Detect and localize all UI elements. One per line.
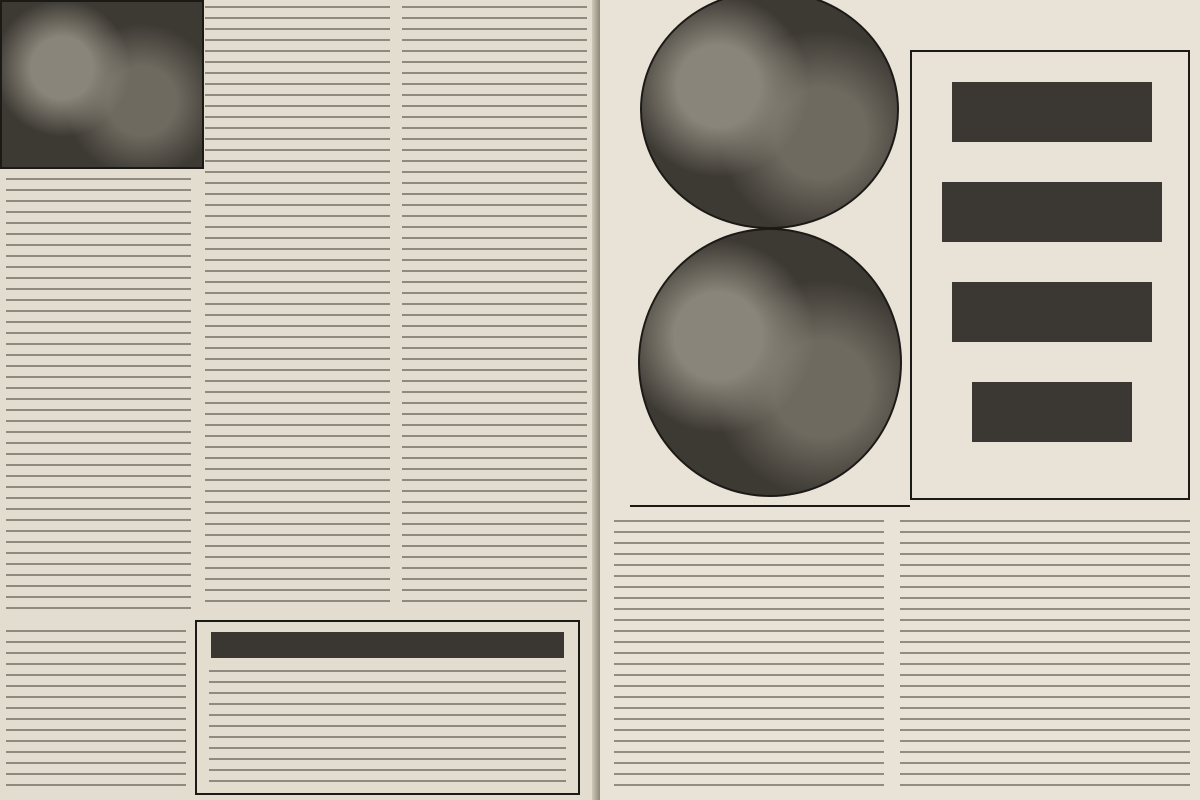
left-photo bbox=[0, 0, 204, 169]
headline-line-1 bbox=[952, 82, 1152, 142]
right-column-2 bbox=[900, 520, 1190, 795]
byline-rule bbox=[630, 505, 910, 507]
left-column-1 bbox=[6, 178, 191, 618]
boxed-article bbox=[195, 620, 580, 795]
left-column-2 bbox=[205, 6, 390, 606]
headline-panel bbox=[910, 50, 1190, 500]
headline-line-2 bbox=[942, 182, 1162, 242]
boxed-article-text bbox=[209, 670, 566, 788]
left-page bbox=[0, 0, 596, 800]
boxed-article-headline bbox=[211, 632, 564, 658]
left-column-1-bottom bbox=[6, 630, 186, 795]
headline-line-3 bbox=[952, 282, 1152, 342]
right-page bbox=[600, 0, 1200, 800]
right-column-1 bbox=[614, 520, 884, 795]
bottom-circular-photo bbox=[638, 228, 902, 497]
left-column-3 bbox=[402, 6, 587, 606]
headline-line-4 bbox=[972, 382, 1132, 442]
top-circular-photo bbox=[640, 0, 899, 229]
